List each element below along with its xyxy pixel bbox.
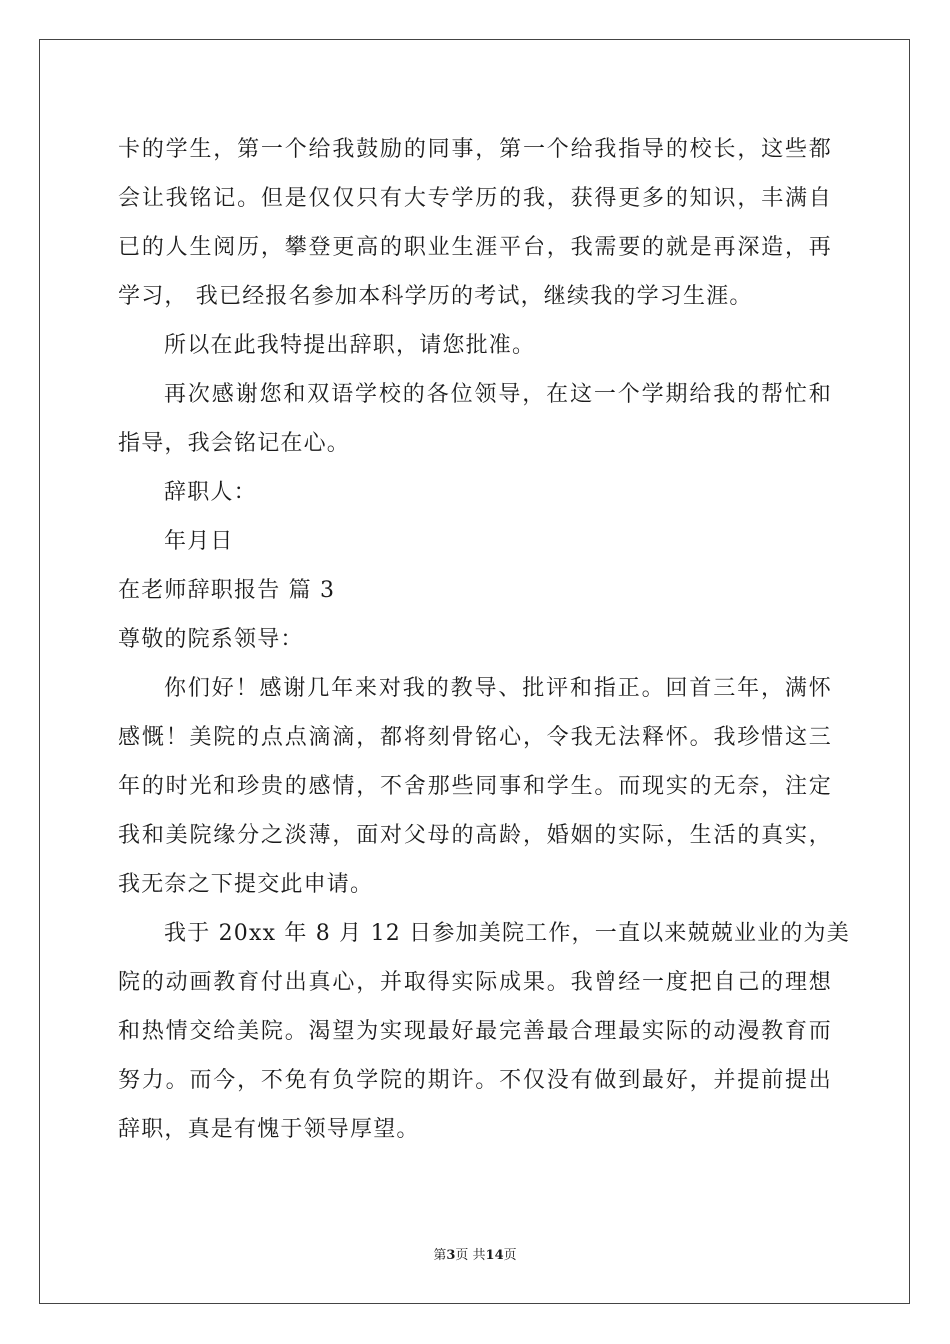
signature-label: 辞职人： xyxy=(164,480,257,505)
paragraph-line: 你们好！感谢几年来对我的教导、批评和指正。回首三年，满怀 xyxy=(164,676,832,701)
paragraph-line: 感慨！美院的点点滴滴，都将刻骨铭心，令我无法释怀。我珍惜这三 xyxy=(118,725,832,750)
paragraph-line: 再次感谢您和双语学校的各位领导，在这一个学期给我的帮忙和 xyxy=(164,382,832,407)
footer-total-pages: 14 xyxy=(485,1248,504,1263)
paragraph-line: 会让我铭记。但是仅仅只有大专学历的我，获得更多的知识，丰满自 xyxy=(118,186,832,211)
footer-page-number: 3 xyxy=(446,1248,456,1263)
page-footer xyxy=(0,1247,950,1265)
paragraph-line: 努力。而今，不免有负学院的期许。不仅没有做到最好，并提前提出 xyxy=(118,1068,832,1093)
paragraph-line: 我于 20xx 年 8 月 12 日参加美院工作，一直以来兢兢业业的为美 xyxy=(164,921,850,946)
footer-suffix: 页 xyxy=(503,1248,517,1263)
footer-prefix: 第 xyxy=(433,1248,447,1263)
paragraph-line: 院的动画教育付出真心，并取得实际成果。我曾经一度把自己的理想 xyxy=(118,970,832,995)
paragraph-line: 卡的学生，第一个给我鼓励的同事，第一个给我指导的校长，这些都 xyxy=(118,137,832,162)
section-heading: 在老师辞职报告 篇 3 xyxy=(118,578,336,603)
date-label: 年月日 xyxy=(164,529,234,554)
paragraph-line: 学习， 我已经报名参加本科学历的考试，继续我的学习生涯。 xyxy=(118,284,753,309)
page-frame xyxy=(39,39,910,1304)
paragraph-line: 辞职，真是有愧于领导厚望。 xyxy=(118,1117,420,1142)
paragraph-line: 所以在此我特提出辞职，请您批准。 xyxy=(164,333,536,358)
paragraph-line: 我和美院缘分之淡薄，面对父母的高龄，婚姻的实际，生活的真实， xyxy=(118,823,832,848)
paragraph-line: 已的人生阅历，攀登更高的职业生涯平台，我需要的就是再深造，再 xyxy=(118,235,832,260)
salutation: 尊敬的院系领导： xyxy=(118,627,304,652)
footer-middle: 页 共 xyxy=(455,1248,486,1263)
paragraph-line: 指导，我会铭记在心。 xyxy=(118,431,351,456)
paragraph-line: 和热情交给美院。渴望为实现最好最完善最合理最实际的动漫教育而 xyxy=(118,1019,832,1044)
paragraph-line: 我无奈之下提交此申请。 xyxy=(118,872,374,897)
paragraph-line: 年的时光和珍贵的感情，不舍那些同事和学生。而现实的无奈，注定 xyxy=(118,774,832,799)
